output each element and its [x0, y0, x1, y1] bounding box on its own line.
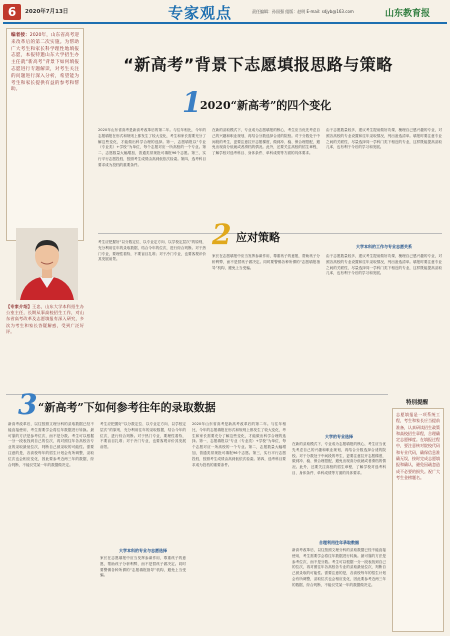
- sidebar-heading: 特别提醒: [405, 400, 428, 406]
- article-col-5: 家长在志愿填报中应当发挥参谋作用，尊重孩子的意愿，帮助孩子分析利弊，而不是替孩子做决定。同时要警惕各种所谓的“志愿填报指导”机构，避免上当受骗。: [212, 254, 320, 270]
- section-2-number: 2: [212, 218, 232, 251]
- subhead-d: 合理利用往年录取数据: [319, 540, 359, 545]
- section-3-number: 3: [18, 388, 38, 421]
- article-col-1: 2020年山东省高考是新高考改革后的第二年。与往年相比，今年的志愿填报在形式和规则上都发生了较大变化，考生和家长需要充分了解这些变化，才能做出科学合理的选择。第一，志愿填报以“专业（专业类）+学校”为单位，每个志愿对应一所高校的一个专业。第二，志愿数量大幅增加，普通类常规批可填报96个志愿。第三，实行平行志愿投档，按照考生成绩由高到低依次检索。第四，选考科目要求成为投档的重要条件。: [98, 128, 206, 167]
- article-col-8: 考生应把握好“以分数定位、以专业定方向、以学校定层次”的原则，充分利用往年的录取数据，结合今年的位次，进行综合判断。对于热门专业，要理性看待，不要盲目扎堆；对于冷门专业，也要客观评价其发展前景。: [100, 422, 186, 450]
- article-col-6: 由于志愿数量较多，建议考生提前做好功课，梳理自己感兴趣的专业，对照各高校的专业设置和往年录取情况，列出备选清单。填报时要注意专业之间的关联性，尽量选择同一学科门类下相近的专业，这样既能提高录取几率，也有利于今后的学习和发展。: [326, 254, 442, 276]
- article-col-7: 新高考改革后，以往按照文理分科的录取数据已经不能直接使用，考生需要学会将往年数据进行转换。最可靠的方法是参考位次，而不是分数。考生可以根据一分一段表找到自己的位次，再对照往年各高校各专业的录取最低位次，判断自己被录取的可能性。需要注意的是，各高校每年的招生计划会有所调整，录取位次也会相应变化，因此要参考近两三年的数据，综合判断，不能仅凭某一年的数据做决定。: [8, 422, 94, 467]
- section-1-title: 2020“新高考”的四个变化: [200, 99, 332, 112]
- subhead-b: 大学本科的专业与志愿选择: [119, 548, 167, 553]
- page-number: 6: [3, 4, 21, 20]
- article-col-12: 新高考改革后，以往按照文理分科的录取数据已经不能直接使用，考生需要学会将往年数据进行转换。最可靠的方法是参考位次，而不是分数。考生可以根据一分一段表找到自己的位次，再对照往年各高校各专业的录取最低位次，判断自己被录取的可能性。需要注意的是，各高校每年的招生计划会有所调整，录取位次也会相应变化，因此要参考近两三年的数据，综合判断，不能仅凭某一年的数据做决定。: [292, 548, 386, 587]
- expert-bio-text: 王忠，山东大学本科招生办公室主任，长期从事高校招生工作，对山东省高考改革及志愿填报有深入研究，多次为考生和家长答疑解惑，受到广泛好评。: [6, 304, 84, 334]
- article-col-10: 2020年山东省高考是新高考改革后的第二年。与往年相比，今年的志愿填报在形式和规则上都发生了较大变化，考生和家长需要充分了解这些变化，才能做出科学合理的选择。第一，志愿填报以“专业（专业类）+学校”为单位，每个志愿对应一所高校的一个专业。第二，志愿数量大幅增加，普通类常规批可填报96个志愿。第三，实行平行志愿投档，按照考生成绩由高到低依次检索。第四，选考科目要求成为投档的重要条件。: [192, 422, 286, 467]
- subhead-c: 大学的专业选择: [325, 434, 353, 439]
- expert-portrait: [16, 228, 78, 300]
- sidebar-box: [392, 408, 444, 632]
- editor-note-box: [6, 28, 84, 241]
- article-col-11: 在新的录取模式下，专业成为志愿填报的核心，考生应当优先考虑自己的兴趣和职业规划，再结合分数选择合适的院校。对于分数处于中间段的考生，更要注意拉开志愿梯度，做到冲、稳、保合理搭配，避免出现高分低就或者滑档的情况。此外，还要关注高校的招生章程，了解学校对选考科目、身体条件、单科成绩等方面的具体要求。: [292, 442, 386, 475]
- editor-note-text: 2020年，山东省高考迎来改革后的第二次实施。为帮助广大考生和家长科学理性地填报志愿，本报特邀山东大学招生办主任就“新高考”背景下如何填报志愿进行专题解读，对考生关注的问题进行深入分析，希望能为考生和家长提供有益的参考和帮助。: [11, 33, 79, 93]
- newspaper-logo: 山东教育报: [385, 9, 431, 19]
- article-col-9: 家长在志愿填报中应当发挥参谋作用，尊重孩子的意愿，帮助孩子分析利弊，而不是替孩子做决定。同时要警惕各种所谓的“志愿填报指导”机构，避免上当受骗。: [100, 556, 186, 578]
- section-title: 专家观点: [168, 4, 233, 22]
- main-headline: “新高考”背景下志愿填报思路与策略: [123, 55, 393, 74]
- subhead-a: 大学本科的工作与专业志愿关系: [356, 244, 412, 249]
- divider: [6, 394, 388, 395]
- expert-bio: [6, 304, 84, 370]
- expert-bio-label: 【专家介绍】: [6, 304, 33, 309]
- section-3-title: “新高考”下如何参考往年的录取数据: [38, 401, 216, 414]
- portrait-illustration: [16, 228, 78, 300]
- section-1-number: 1: [182, 86, 202, 119]
- header-rule: [3, 22, 447, 24]
- sidebar-text: 志愿填报是一项系统工程，考生和家长应当提前准备，认真研读招生政策和高校招生章程，合理确定志愿梯度。在填报过程中，要注意核对院校代码和专业代码，确保信息准确无误，按时完成志愿填报和确认，避免因疏忽造成不必要的损失。祝广大考生金榜题名。: [396, 412, 440, 480]
- article-col-3: 由于志愿数量较多，建议考生提前做好功课，梳理自己感兴趣的专业，对照各高校的专业设置和往年录取情况，列出备选清单。填报时要注意专业之间的关联性，尽量选择同一学科门类下相近的专业，这样既能提高录取几率，也有利于今后的学习和发展。: [326, 128, 442, 150]
- editor-note-label: 编者按：: [11, 33, 30, 38]
- article-col-2: 在新的录取模式下，专业成为志愿填报的核心，考生应当优先考虑自己的兴趣和职业规划，再结合分数选择合适的院校。对于分数处于中间段的考生，更要注意拉开志愿梯度，做到冲、稳、保合理搭配，避免出现高分低就或者滑档的情况。此外，还要关注高校的招生章程，了解学校对选考科目、身体条件、单科成绩等方面的具体要求。: [212, 128, 320, 156]
- article-col-4: 考生应把握好“以分数定位、以专业定方向、以学校定层次”的原则，充分利用往年的录取数据，结合今年的位次，进行综合判断。对于热门专业，要理性看待，不要盲目扎堆；对于冷门专业，也要客观评价其发展前景。: [98, 240, 206, 262]
- issue-date: 2020年7月13日: [25, 9, 69, 15]
- editor-note: [11, 33, 79, 94]
- editor-info: 责任编辑：孙国强 组版：赵明 E-mail: sdjyb@163.com: [252, 9, 354, 14]
- section-2-title: 应对策略: [236, 231, 280, 244]
